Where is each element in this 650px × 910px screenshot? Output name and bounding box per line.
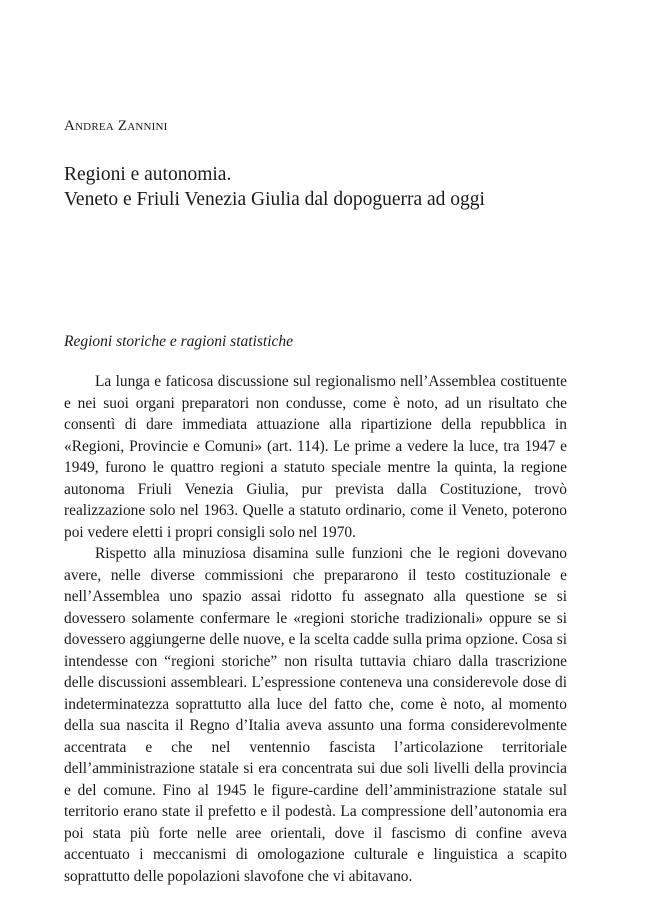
chapter-title-line-2: Veneto e Friuli Venezia Giulia dal dopoguerra ad oggi [64, 189, 485, 210]
paragraph: Rispetto alla minuziosa disamina sulle funzioni che le regioni dovevano avere, nelle diverse commissioni che prepararono il testo costituzionale e nell’Assemblea uno spazio assai ridotto fu assegnato alla questione se si dovessero solamente confermare le «regioni storiche tradizionali» oppure se si dovessero aggiungerne delle nuove, e la scelta cadde sulla prima opzione. Cosa si intendesse con “regioni storiche” non risulta tuttavia chiaro dalla trascrizione delle discussioni assembleari. L’espressione conteneva una considerevole dose di indeterminatezza soprattutto alla luce del fatto che, come è noto, al momento della sua nascita il Regno d’Italia aveva assunto una forma considerevolmente accentrata e che nel ventennio fascista l’articolazione territoriale dell’amministrazione statale si era concentrata sui due soli livelli della provincia e del comune. Fino al 1945 le figure-cardine dell’amministrazione statale sul territorio erano state il prefetto e il podestà. La compressione dell’autonomia era poi stata più forte nelle aree orientali, dove il fascismo di confine aveva accentuato i meccanismi di omologazione culturale e linguistica a scapito soprattutto delle popolazioni slavofone che vi abitavano. [64, 545, 567, 885]
body-text [64, 371, 567, 887]
paragraph: La lunga e faticosa discussione sul regionalismo nell’Assemblea costituente e nei suoi organi preparatori non condusse, come è noto, ad un risultato che consentì di dare immediata attuazione alla ripartizione della repubblica in «Regioni, Provincie e Comuni» (art. 114). Le prime a vedere la luce, tra 1947 e 1949, furono le quattro regioni a statuto speciale mentre la quinta, la regione autonoma Friuli Venezia Giulia, pur prevista dalla Costituzione, trovò realizzazione solo nel 1963. Quelle a statuto ordinario, come il Veneto, poterono poi vedere eletti i propri consigli solo nel 1970. [64, 373, 567, 541]
chapter-title-line-1: Regioni e autonomia. [64, 164, 232, 185]
section-heading: Regioni storiche e ragioni statistiche [64, 333, 294, 350]
author-name: Andrea Zannini [64, 118, 168, 134]
chapter-title [64, 162, 604, 212]
